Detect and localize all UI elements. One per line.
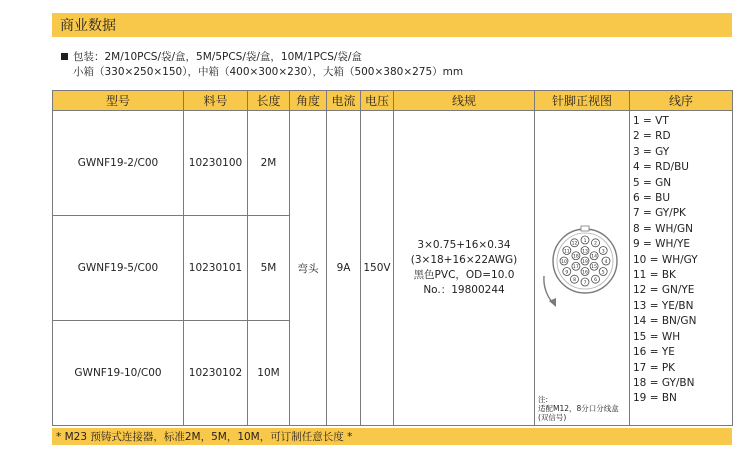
length-cell: 5M [248, 216, 290, 321]
connector-pin-label: 5 [601, 270, 605, 276]
connector-pin-label: 14 [591, 254, 597, 260]
pin-note-line-1: 注: [538, 395, 549, 404]
header-model: 型号 [53, 91, 184, 111]
packing-info [61, 50, 463, 80]
header-current: 电流 [327, 91, 361, 111]
wire-order-item: 17 = PK [633, 361, 676, 374]
section-title: 商业数据 [60, 18, 116, 34]
wire-order-item: 6 = BU [633, 192, 671, 205]
current-cell: 9A [327, 111, 361, 426]
wire-spec-line-2: (3×18+16×22AWG) [410, 254, 518, 266]
wire-order-cell [630, 111, 733, 426]
model-cell: GWNF19-5/C00 [53, 216, 184, 321]
wire-spec-line-3: 黑色PVC，OD=10.0 [413, 269, 515, 281]
wire-order-item: 2 = RD [633, 130, 671, 143]
part-no-cell: 10230101 [184, 216, 248, 321]
length-cell: 2M [248, 111, 290, 216]
wire-order-item: 7 = GY/PK [633, 207, 686, 220]
wire-order-item: 5 = GN [633, 176, 672, 189]
length-cell: 10M [248, 321, 290, 426]
table-row [53, 111, 733, 216]
spec-table [52, 90, 733, 426]
table-header-row [53, 91, 733, 111]
wire-order-item: 10 = WH/GY [633, 253, 698, 266]
wire-spec-cell [394, 111, 535, 426]
connector-pin-label: 11 [563, 249, 570, 255]
connector-key-notch [581, 226, 589, 231]
packing-line-2: 小箱（330×250×150），中箱（400×300×230），大箱（500×380×275）mm [73, 66, 464, 78]
connector-pin-label: 3 [601, 249, 605, 255]
pin-note-line-2: 适配M12，8分口分线盒 [538, 404, 619, 413]
part-no-cell: 10230100 [184, 111, 248, 216]
connector-pin-label: 8 [573, 277, 576, 283]
connector-pin-label: 19 [582, 259, 588, 265]
wire-order-item: 9 = WH/YE [633, 238, 691, 251]
connector-pin-label: 18 [573, 254, 579, 260]
connector-pin-label: 7 [583, 280, 587, 286]
pin-note [538, 395, 619, 422]
header-wire: 线规 [394, 91, 535, 111]
connector-pin-label: 16 [582, 270, 588, 276]
wire-order-item: 19 = BN [633, 392, 677, 405]
angle-cell: 弯头 [290, 111, 327, 426]
square-bullet-icon [61, 53, 68, 60]
wire-order-item: 11 = BK [633, 269, 676, 282]
wire-order-item: 14 = BN/GN [633, 315, 697, 328]
pin-note-line-3: (双信号) [538, 413, 567, 422]
connector-pin-label: 2 [594, 241, 597, 247]
connector-pin-label: 17 [573, 265, 579, 271]
wire-spec-line-4: No.：19800244 [423, 284, 505, 296]
wire-spec-line-1: 3×0.75+16×0.34 [417, 239, 511, 251]
connector-pin-label: 9 [565, 270, 569, 276]
wire-order-item: 8 = WH/GN [633, 222, 693, 235]
header-part-no: 料号 [184, 91, 248, 111]
model-cell: GWNF19-2/C00 [53, 111, 184, 216]
header-wire-order: 线序 [630, 91, 733, 111]
wire-order-item: 1 = VT [633, 115, 669, 127]
packing-text-1: 包装：2M/10PCS/袋/盒，5M/5PCS/袋/盒，10M/1PCS/袋/盒 [73, 51, 362, 63]
wire-order-item: 15 = WH [633, 330, 681, 343]
connector-pin-label: 13 [582, 249, 588, 255]
header-length: 长度 [248, 91, 290, 111]
wire-order-item: 3 = GY [633, 145, 670, 158]
wire-order-item: 4 = RD/BU [633, 161, 689, 174]
footer-note-bar [52, 428, 732, 445]
part-no-cell: 10230102 [184, 321, 248, 426]
wire-order-item: 16 = YE [633, 346, 675, 359]
model-cell: GWNF19-10/C00 [53, 321, 184, 426]
voltage-cell: 150V [361, 111, 394, 426]
connector-pin-label: 12 [571, 241, 578, 247]
header-voltage: 电压 [361, 91, 394, 111]
wire-order-list [633, 114, 732, 407]
pin-view-cell [535, 111, 630, 426]
connector-pin-label: 10 [561, 259, 567, 265]
header-angle: 角度 [290, 91, 327, 111]
section-title-bar [52, 13, 732, 37]
wire-order-item: 13 = YE/BN [633, 299, 694, 312]
connector-pin-label: 4 [604, 259, 608, 265]
footer-note: * M23 预铸式连接器，标准2M，5M，10M，可订制任意长度 * [56, 431, 353, 443]
wire-order-item: 18 = GY/BN [633, 376, 695, 389]
rotation-arc [544, 276, 553, 303]
connector-pin-label: 15 [591, 265, 597, 271]
wire-order-item: 12 = GN/YE [633, 284, 695, 297]
connector-pin-diagram [535, 111, 630, 426]
connector-pin-label: 6 [594, 277, 597, 283]
connector-pin-label: 1 [583, 238, 587, 244]
packing-line-1 [61, 50, 463, 65]
header-pin-view: 针脚正视图 [535, 91, 630, 111]
